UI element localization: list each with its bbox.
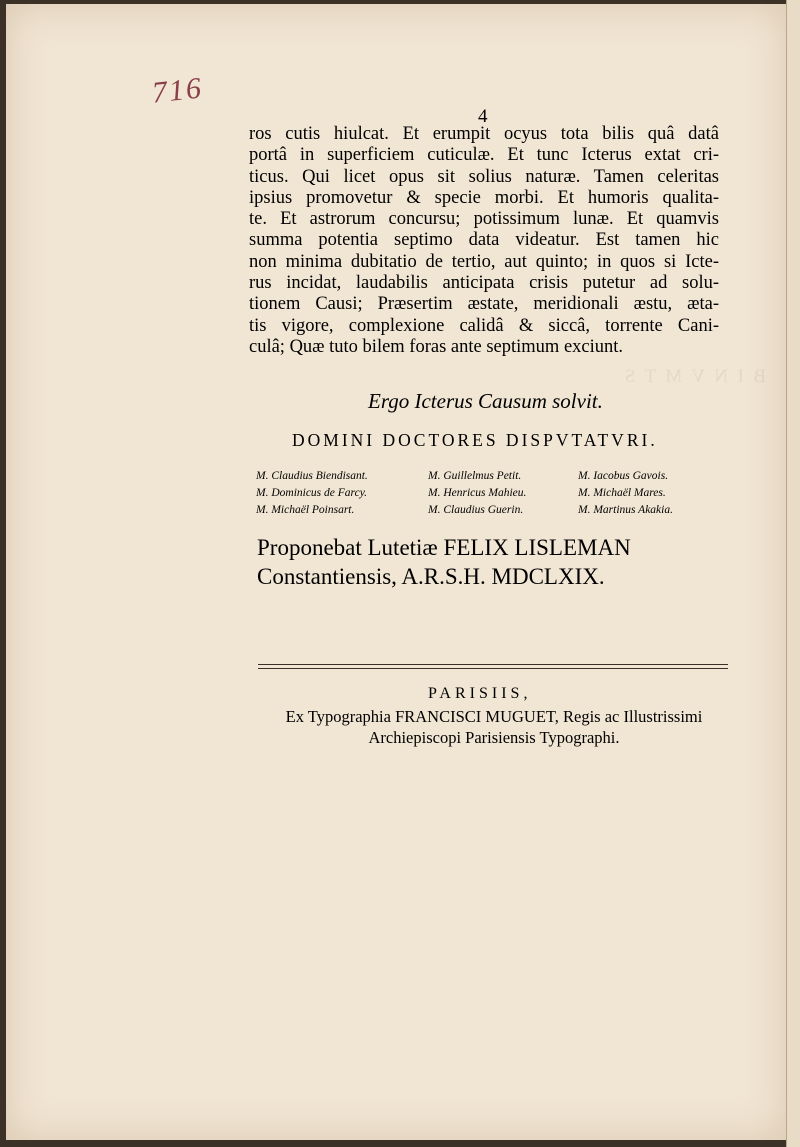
adjacent-page-edge [786,0,800,1147]
defense-line: Proponebat Lutetiæ FELIX LISLEMAN [257,535,631,560]
doctor-name: M. Michaël Poinsart. [256,504,355,516]
imprint-line: Ex Typographia FRANCISCI MUGUET, Regis ac Illustrissimi [285,707,703,726]
body-line: ipsius promovetur & specie morbi. Et humoris qualita- [249,187,719,208]
page-number: 4 [478,106,488,127]
body-line: tionem Causi; Præsertim æstate, meridionali æstu, æta- [249,294,719,315]
doctors-list [256,469,718,518]
body-line: summa potentia septimo data videatur. Est tamen hic [249,230,719,251]
body-line: tis vigore, complexione calidâ & siccâ, torrente Cani- [249,315,719,336]
disputant-header: DOMINI DOCTORES DISPVTATVRI. [292,430,658,450]
doctor-name: M. Martinus Akakia. [578,504,673,516]
body-paragraph [249,124,719,358]
doctor-name: M. Guillelmus Petit. [428,470,522,482]
doctor-name: M. Michaël Mares. [578,487,666,499]
imprint-line: Archiepiscopi Parisiensis Typographi. [368,728,620,747]
imprint-city: PARISIIS, [428,685,532,702]
defense-statement [257,533,727,591]
doctor-name: M. Henricus Mahieu. [428,487,527,499]
defense-line: Constantiensis, A.R.S.H. MDCLXIX. [257,564,605,589]
manuscript-page-note: 716 [150,71,205,110]
thesis-conclusion: Ergo Icterus Causum solvit. [368,389,603,413]
body-line: non minima dubitatio de tertio, aut quinto; in quos si Icte- [249,251,719,272]
body-line: culâ; Quæ tuto bilem foras ante septimum exciunt. [249,336,624,357]
body-line: portâ in superficiem cuticulæ. Et tunc Icterus extat cri- [249,145,719,166]
printer-imprint [254,706,734,748]
doctor-name: M. Iacobus Gavois. [578,470,669,482]
bleed-through-text: B I N V M T S [624,366,766,387]
body-line: ticus. Qui licet opus sit solius naturæ. Tamen celeritas [249,166,719,187]
doctor-name: M. Claudius Biendisant. [256,470,368,482]
doctor-name: M. Dominicus de Farcy. [256,487,368,499]
doctor-name: M. Claudius Guerin. [428,504,524,516]
horizontal-rule [258,664,728,669]
body-line: ros cutis hiulcat. Et erumpit ocyus tota bilis quâ datâ [249,124,719,144]
body-line: te. Et astrorum concursu; potissimum lunæ. Et quamvis [249,209,719,230]
body-line: rus incidat, laudabilis anticipata crisis putetur ad solu- [249,273,719,294]
